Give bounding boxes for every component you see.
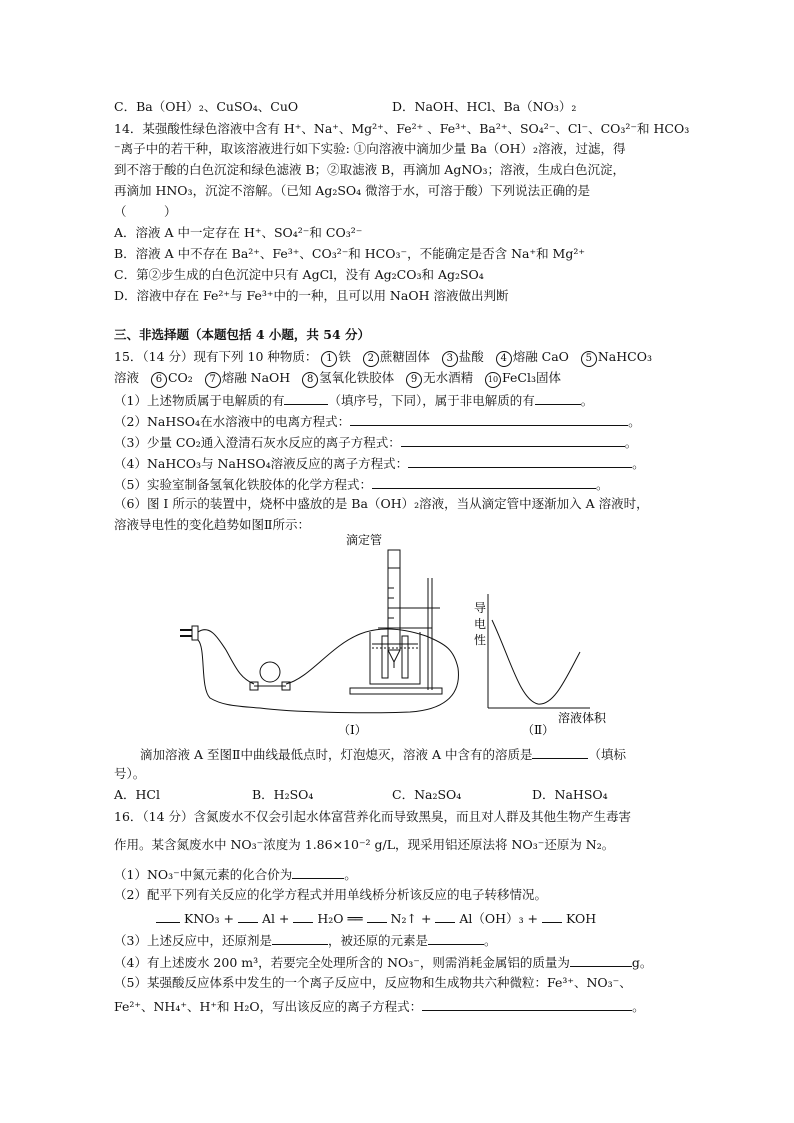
q15-head: 15．（14 分）现有下列 10 种物质： [114, 349, 318, 364]
y-axis-label-2: 电 [474, 617, 487, 631]
q15-item-1: 1 铁 [321, 349, 351, 364]
coefficient-blank[interactable] [156, 908, 180, 923]
answer-blank[interactable] [428, 930, 484, 945]
q16-part3: （3）上述反应中，还原剂是 ，被还原的元素是 。 [114, 930, 497, 950]
section-title: 三、非选择题（本题包括 4 小题，共 54 分） [114, 327, 371, 342]
q16-part4: （4）有上述废水 200 m³，若要完全处理所含的 NO₃⁻，则需消耗金属铝的质量为 g。 [114, 952, 652, 972]
q15-item-6: 6 CO₂ [151, 370, 193, 385]
answer-blank[interactable] [408, 453, 632, 468]
q15-part6-line2: 溶液导电性的变化趋势如图Ⅱ所示： [114, 517, 310, 532]
q16-part5-line1: （5）某强酸反应体系中发生的一个离子反应中，反应物和生成物共六种微粒：Fe³⁺、NO₃⁻、 [114, 975, 632, 990]
q15-part1: （1）上述物质属于电解质的有 （填序号，下同），属于非电解质的有 。 [114, 390, 593, 410]
q15-line2-prefix: 溶液 [114, 370, 140, 385]
q15-option-b: B．H₂SO₄ [252, 787, 314, 802]
coefficient-blank[interactable] [435, 908, 455, 923]
circuit-wire [198, 629, 458, 713]
answer-blank[interactable] [535, 390, 581, 405]
coefficient-blank[interactable] [367, 908, 387, 923]
q15-item-10: 10 FeCl₃固体 [485, 370, 561, 385]
q15-part6-question: 滴加溶液 A 至图Ⅱ中曲线最低点时，灯泡熄灭，溶液 A 中含有的溶质是 （填标 [140, 744, 626, 764]
coefficient-blank[interactable] [293, 908, 313, 923]
q15-option-d: D．NaHSO₄ [532, 787, 608, 802]
q13-option-d: D．NaOH、HCl、Ba（NO₃）₂ [392, 99, 577, 114]
q15-part5: （5）实验室制备氢氧化铁胶体的化学方程式： 。 [114, 474, 608, 494]
q13-option-c: C．Ba（OH）₂、CuSO₄、CuO [114, 99, 299, 114]
q14-stem-line3: 到不溶于酸的白色沉淀和绿色滤液 B；②取滤液 B，再滴加 AgNO₃；溶液，生成白色沉淀， [114, 162, 626, 177]
q14-stem-line2: ⁻离子中的若干种，取该溶液进行如下实验: ①向溶液中滴加少量 Ba（OH）₂溶液，过滤，得 [114, 141, 626, 156]
burette-label: 滴定管 [346, 533, 383, 547]
q15-option-a: A．HCl [114, 787, 160, 802]
q16-stem-line1: 16．（14 分）含氮废水不仅会引起水体富营养化而导致黑臭，而且对人群及其他生物产生毒害 [114, 809, 632, 824]
q15-item-2: 2 蔗糖固体 [363, 349, 430, 364]
q14-stem-line4: 再滴加 HNO₃，沉淀不溶解。（已知 Ag₂SO₄ 微溶于水，可溶于酸）下列说法正确的是 [114, 183, 591, 198]
answer-blank[interactable] [350, 411, 628, 426]
q15-part3: （3）少量 CO₂通入澄清石灰水反应的离子方程式： 。 [114, 432, 637, 452]
q16-part2: （2）配平下列有关反应的化学方程式并用单线桥分析该反应的电子转移情况。 [114, 887, 547, 902]
figure-1-caption: （Ⅰ） [338, 723, 367, 737]
beaker-icon [370, 632, 420, 684]
answer-blank[interactable] [401, 432, 625, 447]
answer-blank[interactable] [284, 390, 328, 405]
q15-option-c: C．Na₂SO₄ [392, 787, 462, 802]
coefficient-blank[interactable] [238, 908, 258, 923]
answer-blank[interactable] [570, 952, 632, 967]
coefficient-blank[interactable] [542, 908, 562, 923]
q16-part1: （1）NO₃⁻中氮元素的化合价为 。 [114, 864, 357, 884]
q15-part2: （2）NaHSO₄在水溶液中的电离方程式： 。 [114, 411, 641, 431]
y-axis-label-1: 导 [474, 601, 487, 615]
q15-item-4: 4 熔融 CaO [496, 349, 569, 364]
y-axis-label-3: 性 [474, 633, 487, 647]
q14-answer-paren: （ ） [114, 204, 177, 219]
q14-option-b: B．溶液 A 中不存在 Ba²⁺、Fe³⁺、CO₃²⁻和 HCO₃⁻，不能确定是否含 Na⁺和 Mg²⁺ [114, 246, 585, 261]
answer-blank[interactable] [422, 996, 632, 1011]
figure-2-caption: （Ⅱ） [522, 723, 555, 737]
apparatus-figure [170, 528, 640, 748]
q14-option-a: A．溶液 A 中一定存在 H⁺、SO₄²⁻和 CO₃²⁻ [114, 225, 363, 240]
q15-item-3: 3 盐酸 [442, 349, 484, 364]
q15-substances-line2 [114, 369, 561, 388]
ring-stand-icon [350, 578, 442, 694]
answer-blank[interactable] [272, 930, 328, 945]
answer-blank[interactable] [372, 474, 596, 489]
q15-item-5: 5 NaHCO₃ [581, 349, 652, 364]
q15-item-9: 9 无水酒精 [406, 370, 473, 385]
q16-stem-line2: 作用。某含氮废水中 NO₃⁻浓度为 1.86×10⁻² g/L，现采用铝还原法将 NO₃⁻还原为 N₂。 [114, 837, 615, 852]
q15-part4: （4）NaHCO₃与 NaHSO₄溶液反应的离子方程式： 。 [114, 453, 645, 473]
q15-part6-line1: （6）图 I 所示的装置中，烧杯中盛放的是 Ba（OH）₂溶液，当从滴定管中逐渐加入 A 溶液时， [114, 496, 649, 511]
q16-part5-line2: Fe²⁺、NH₄⁺、H⁺和 H₂O，写出该反应的离子方程式： 。 [114, 996, 645, 1016]
conductivity-graph [488, 594, 590, 708]
answer-blank[interactable] [532, 744, 588, 759]
q14-option-d: D．溶液中存在 Fe²⁺与 Fe³⁺中的一种，且可以用 NaOH 溶液做出判断 [114, 288, 509, 303]
answer-blank[interactable] [292, 864, 344, 879]
q15-item-8: 8 氢氧化铁胶体 [302, 370, 394, 385]
light-bulb-icon [250, 662, 290, 690]
x-axis-label: 溶液体积 [558, 711, 607, 725]
burette-icon [388, 550, 400, 668]
q16-equation: KNO₃ + Al + H₂O ══ N₂↑ + Al（OH）₃ + KOH [156, 908, 596, 928]
q14-option-c: C．第②步生成的白色沉淀中只有 AgCl，没有 Ag₂CO₃和 Ag₂SO₄ [114, 267, 484, 282]
q15-item-7: 7 熔融 NaOH [205, 370, 291, 385]
q14-stem-line1: 14．某强酸性绿色溶液中含有 H⁺、Na⁺、Mg²⁺、Fe²⁺ 、Fe³⁺、Ba²⁺、SO₄²⁻、Cl⁻、CO₃²⁻和 HCO₃ [114, 121, 690, 136]
power-plug-icon [180, 626, 198, 640]
q15-substances-line1 [114, 348, 652, 367]
q15-part6-question-end: 号）。 [114, 766, 146, 781]
